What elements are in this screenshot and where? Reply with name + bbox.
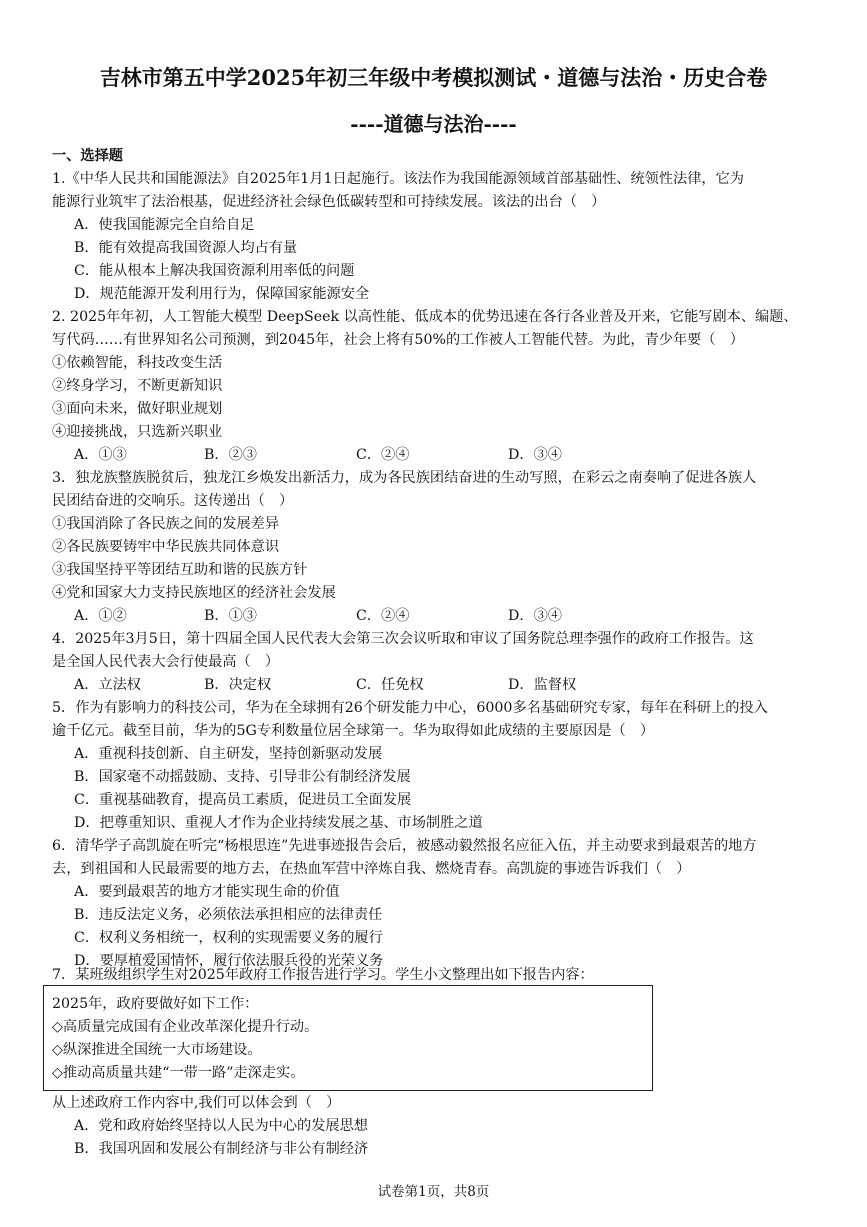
question-2-choice-b: B．②③ — [204, 447, 257, 463]
question-3-choice-d: D．③④ — [508, 608, 562, 624]
question-6-stem-line-1: 6．清华学子高凯旋在听完“杨根思连”先进事迹报告会后，被感动毅然报名应征入伍，并主动要求到最艰苦的地方 — [52, 838, 757, 854]
question-6-option-d: D．要厚植爱国情怀，履行依法服兵役的光荣义务 — [74, 953, 384, 969]
question-3-choice-c: C．②④ — [356, 608, 410, 624]
question-3-choice-b: B．①③ — [204, 608, 257, 624]
question-6-option-b: B．违反法定义务，必须依法承担相应的法律责任 — [74, 907, 383, 923]
question-6-option-c: C．权利义务相统一，权利的实现需要义务的履行 — [74, 930, 383, 946]
question-7-box-line-1: 2025年，政府要做好如下工作： — [52, 996, 259, 1012]
question-1-stem-line-2: 能源行业筑牢了法治根基，促进经济社会绿色低碳转型和可持续发展。该法的出台（ ） — [52, 194, 606, 210]
page-subtitle: ----道德与法治---- — [350, 112, 517, 136]
question-5-stem-line-2: 逾千亿元。截至目前，华为的5G专利数量位居全球第一。华为取得如此成绩的主要原因是（ ） — [52, 723, 655, 739]
question-2-item-1: ①依赖智能，科技改变生活 — [52, 355, 223, 371]
question-1-option-c: C．能从根本上解决我国资源利用率低的问题 — [74, 263, 355, 279]
question-2-choice-a: A．①③ — [74, 447, 127, 463]
question-5-stem-line-1: 5．作为有影响力的科技公司，华为在全球拥有26个研发能力中心，6000多名基础研究专家，每年在科研上的投入 — [52, 700, 768, 716]
question-2-item-4: ④迎接挑战，只选新兴职业 — [52, 424, 223, 440]
question-2-choice-d: D．③④ — [508, 447, 562, 463]
question-2-item-2: ②终身学习，不断更新知识 — [52, 378, 223, 394]
section-heading: 一、选择题 — [52, 148, 123, 164]
question-1-stem-line-1: 1.《中华人民共和国能源法》自2025年1月1日起施行。该法作为我国能源领域首部基础性、统领性法律，它为 — [52, 171, 744, 187]
question-4-choice-b: B．决定权 — [204, 677, 272, 693]
question-5-option-d: D．把尊重知识、重视人才作为企业持续发展之基、市场制胜之道 — [74, 815, 483, 831]
question-4-choice-d: D．监督权 — [508, 677, 577, 693]
question-5-option-c: C．重视基础教育，提高员工素质，促进员工全面发展 — [74, 792, 412, 808]
question-5-option-a: A．重视科技创新、自主研发，坚持创新驱动发展 — [74, 746, 383, 762]
question-1-option-d: D．规范能源开发利用行为，保障国家能源安全 — [74, 286, 370, 302]
question-6-option-a: A．要到最艰苦的地方才能实现生命的价值 — [74, 884, 340, 900]
question-7-box-line-3: ◇纵深推进全国统一大市场建设。 — [52, 1042, 262, 1058]
question-3-stem-line-1: 3．独龙族整族脱贫后，独龙江乡焕发出新活力，成为各民族团结奋进的生动写照，在彩云之南奏响了促进各族人 — [52, 470, 757, 486]
question-4-choice-a: A．立法权 — [74, 677, 141, 693]
page-footer: 试卷第1页，共8页 — [377, 1184, 490, 1200]
question-4-choice-c: C．任免权 — [356, 677, 424, 693]
question-7-prompt: 从上述政府工作内容中,我们可以体会到（ ） — [52, 1095, 341, 1111]
question-5-option-b: B．国家毫不动摇鼓励、支持、引导非公有制经济发展 — [74, 769, 411, 785]
question-3-item-4: ④党和国家大力支持民族地区的经济社会发展 — [52, 585, 336, 601]
question-3-item-1: ①我国消除了各民族之间的发展差异 — [52, 516, 280, 532]
question-2-stem-line-2: 写代码……有世界知名公司预测，到2045年，社会上将有50%的工作被人工智能代替。为此，青少年要（ ） — [52, 332, 744, 348]
question-3-stem-line-2: 民团结奋进的交响乐。这传递出（ ） — [52, 493, 294, 509]
question-3-choice-a: A．①② — [74, 608, 127, 624]
question-7-option-a: A．党和政府始终坚持以人民为中心的发展思想 — [74, 1118, 368, 1134]
question-7-option-b: B．我国巩固和发展公有制经济与非公有制经济 — [74, 1141, 369, 1157]
question-3-item-3: ③我国坚持平等团结互助和谐的民族方针 — [52, 562, 308, 578]
question-2-item-3: ③面向未来，做好职业规划 — [52, 401, 223, 417]
question-7-box-line-2: ◇高质量完成国有企业改革深化提升行动。 — [52, 1019, 319, 1035]
question-4-stem-line-2: 是全国人民代表大会行使最高（ ） — [52, 654, 280, 670]
question-2-stem-line-1: 2. 2025年年初，人工智能大模型 DeepSeek 以高性能、低成本的优势迅速在各行各业普及开来，它能写剧本、编题、 — [52, 309, 798, 325]
question-3-item-2: ②各民族要铸牢中华民族共同体意识 — [52, 539, 280, 555]
page-title: 吉林市第五中学2025年初三年级中考模拟测试・道德与法治・历史合卷 — [99, 65, 768, 90]
question-7-box-line-4: ◇推动高质量共建“一带一路”走深走实。 — [52, 1065, 305, 1081]
question-7-stem: 7．某班级组织学生对2025年政府工作报告进行学习。学生小文整理出如下报告内容： — [52, 967, 594, 983]
question-1-option-b: B．能有效提高我国资源人均占有量 — [74, 240, 298, 256]
question-4-stem-line-1: 4．2025年3月5日，第十四届全国人民代表大会第三次会议听取和审议了国务院总理李强作的政府工作报告。这 — [52, 631, 754, 647]
question-2-choice-c: C．②④ — [356, 447, 410, 463]
question-1-option-a: A．使我国能源完全自给自足 — [74, 217, 255, 233]
question-6-stem-line-2: 去，到祖国和人民最需要的地方去，在热血军营中淬炼自我、燃烧青春。高凯旋的事迹告诉我们（ ） — [52, 861, 691, 877]
